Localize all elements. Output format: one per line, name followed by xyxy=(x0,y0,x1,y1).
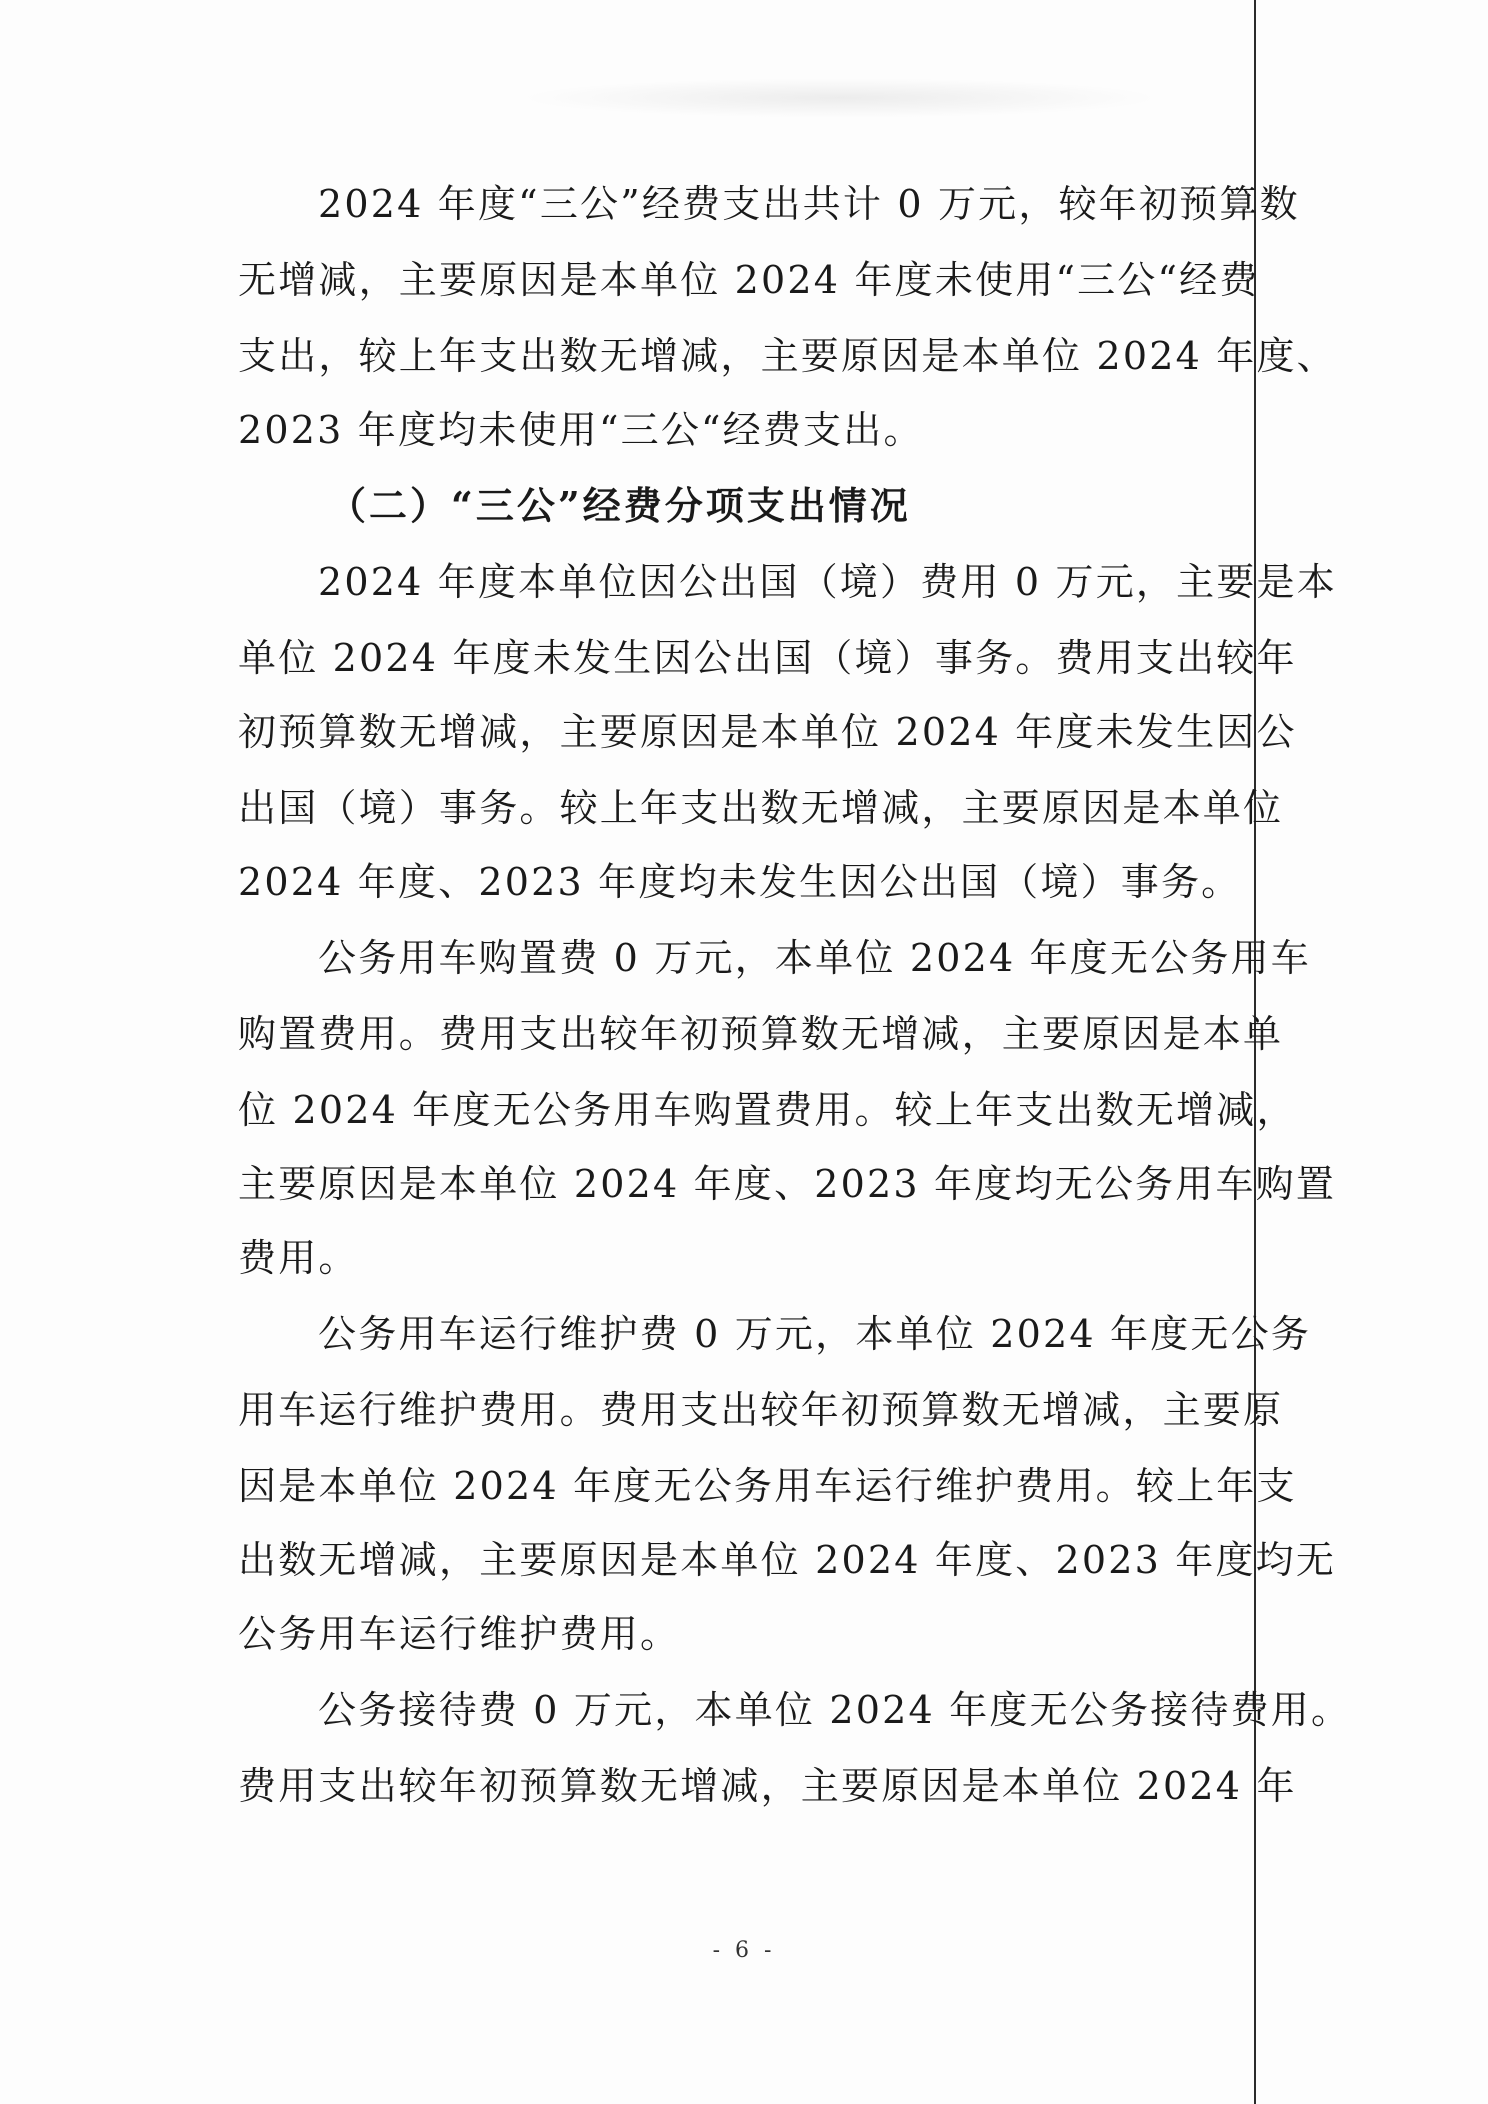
text-line: 位 2024 年度无公务用车购置费用。较上年支出数无增减， xyxy=(238,1088,1297,1132)
text-line: 出数无增减，主要原因是本单位 2024 年度、2023 年度均无 xyxy=(238,1538,1337,1582)
text-line: 公务用车运行维护费用。 xyxy=(238,1612,681,1656)
text-line: 购置费用。费用支出较年初预算数无增减，主要原因是本单 xyxy=(238,1012,1284,1056)
page-number: - 6 - xyxy=(712,1938,776,1963)
text-line: 用车运行维护费用。费用支出较年初预算数无增减，主要原 xyxy=(238,1388,1284,1432)
text-line: 主要原因是本单位 2024 年度、2023 年度均无公务用车购置 xyxy=(238,1162,1337,1206)
text-line: 2023 年度均未使用“三公“经费支出。 xyxy=(238,408,924,452)
text-line: 公务用车运行维护费 0 万元，本单位 2024 年度无公务 xyxy=(318,1312,1312,1356)
text-line: 无增减，主要原因是本单位 2024 年度未使用“三公“经费 xyxy=(238,258,1260,302)
section-heading: （二）“三公”经费分项支出情况 xyxy=(328,483,911,528)
scan-smudge xyxy=(520,78,1160,118)
text-line: 2024 年度“三公”经费支出共计 0 万元，较年初预算数 xyxy=(318,182,1300,226)
text-line: 2024 年度本单位因公出国（境）费用 0 万元，主要是本 xyxy=(318,560,1337,604)
text-line: 初预算数无增减，主要原因是本单位 2024 年度未发生因公 xyxy=(238,710,1297,754)
text-line: 公务用车购置费 0 万元，本单位 2024 年度无公务用车 xyxy=(318,936,1312,980)
text-line: 支出，较上年支出数无增减，主要原因是本单位 2024 年度、 xyxy=(238,334,1337,378)
text-line: 公务接待费 0 万元，本单位 2024 年度无公务接待费用。 xyxy=(318,1688,1352,1732)
text-line: 费用。 xyxy=(238,1236,359,1280)
text-line: 出国（境）事务。较上年支出数无增减，主要原因是本单位 xyxy=(238,786,1284,830)
text-line: 因是本单位 2024 年度无公务用车运行维护费用。较上年支 xyxy=(238,1464,1297,1508)
text-line: 2024 年度、2023 年度均未发生因公出国（境）事务。 xyxy=(238,860,1242,904)
text-line: 单位 2024 年度未发生因公出国（境）事务。费用支出较年 xyxy=(238,636,1297,680)
text-line: 费用支出较年初预算数无增减，主要原因是本单位 2024 年 xyxy=(238,1764,1297,1808)
